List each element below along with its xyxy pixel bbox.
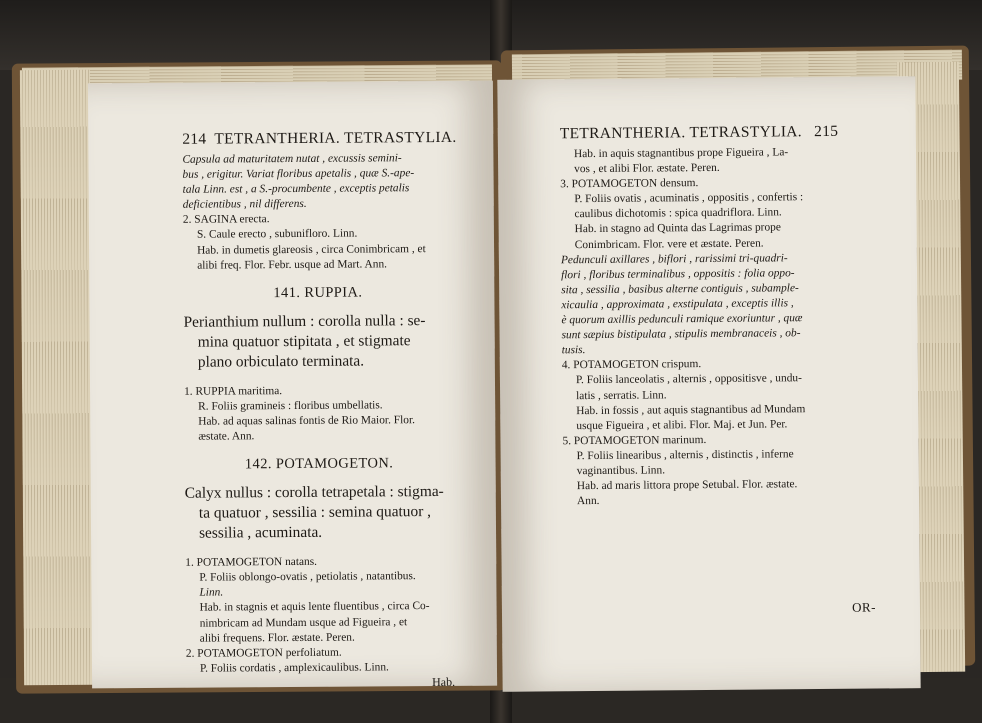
text-line: è quorum axillis pedunculi ramique exoriuntur , quæ	[561, 312, 803, 327]
genus-description-line: ta quatuor , sessilia : semina quatuor ,	[198, 503, 432, 522]
text-line: Linn.	[199, 586, 224, 599]
text-line: Hab. ad maris littora prope Setubal. Flor. æstate.	[576, 478, 798, 493]
text-line: usque Figueira , et alibi. Flor. Maj. et Jun. Per.	[576, 418, 788, 432]
text-line: 5. POTAMOGETON marinum.	[562, 433, 707, 448]
text-line: P. Foliis ovatis , acuminatis , oppositis , confertis :	[574, 191, 804, 206]
text-line: Conimbricam. Flor. vere et æstate. Peren.	[574, 237, 764, 251]
right-text	[560, 144, 883, 509]
text-line: tusis.	[561, 344, 586, 357]
right-page	[497, 76, 920, 692]
right-catchword: OR-	[851, 599, 877, 615]
text-line: vos , et alibi Flor. æstate. Peren.	[574, 161, 720, 176]
text-line: nimbricam ad Mundam usque ad Figueira , et	[199, 615, 408, 630]
text-line: P. Foliis lanceolatis , alternis , oppositisve , undu-	[575, 372, 802, 387]
genus-description-potamogeton	[185, 482, 454, 544]
left-running-title: TETRANTHERIA. TETRASTYLIA.	[214, 128, 457, 148]
text-line: P. Foliis oblongo-ovatis , petiolatis , natantibus.	[199, 570, 416, 584]
left-text-bottom	[185, 554, 455, 677]
text-line: deficientibus , nil differens.	[182, 198, 307, 212]
text-line: Hab. in aquis stagnantibus prope Figueira , La-	[573, 146, 789, 161]
text-line: tala Linn. est , a S.-procumbente , exceptis petalis	[182, 182, 410, 196]
text-line: 2. POTAMOGETON perfoliatum.	[185, 646, 342, 660]
genus-description-line: mina quatuor stipitata , et stigmate	[197, 331, 411, 351]
text-line: Hab. in fossis , aut aquis stagnantibus ad Mundam	[576, 402, 806, 417]
left-running-head	[182, 128, 457, 149]
genus-heading-potamogeton: 142. POTAMOGETON.	[244, 455, 394, 473]
right-running-head	[560, 123, 880, 144]
left-text-top	[182, 151, 452, 274]
text-line: alibi frequens. Flor. æstate. Peren.	[199, 631, 355, 645]
text-line: xicaulia , approximata , exstipulata , exceptis illis ,	[561, 297, 794, 312]
genus-description-line: Calyx nullus : corolla tetrapetala : stigma-	[184, 483, 444, 502]
genus-description-line: Perianthium nullum : corolla nulla : se-	[183, 311, 426, 331]
text-line: S. Caule erecto , subunifloro. Linn.	[196, 228, 358, 242]
text-line: alibi freq. Flor. Febr. usque ad Mart. Ann.	[197, 257, 388, 272]
text-line: flori , floribus terminalibus , oppositis : folia oppo-	[560, 266, 795, 282]
text-line: bus , erigitur. Variat floribus apetalis , quæ S.-ape-	[182, 167, 415, 181]
text-line: 1. RUPPIA maritima.	[184, 384, 283, 398]
genus-description-ruppia	[183, 311, 452, 373]
text-line: Hab. in stagno ad Quinta das Lagrimas prope	[574, 221, 781, 236]
text-line: Capsula ad maturitatem nutat , excussis semini-	[182, 152, 402, 166]
text-line: caulibus dichotomis : spica quadriflora. Linn.	[574, 206, 782, 221]
left-page-number: 214	[182, 130, 207, 148]
genus-description-line: sessilia , acuminata.	[198, 523, 323, 542]
text-line: P. Foliis linearibus , alternis , distinctis , inferne	[576, 448, 794, 463]
left-text-middle	[184, 383, 453, 445]
text-line: 2. SAGINA erecta.	[182, 213, 270, 227]
text-line: sunt sæpius bistipulata , stipulis membranaceis , ob-	[561, 327, 801, 342]
text-line: Hab. ad aquas salinas fontis de Rio Maior. Flor.	[198, 414, 416, 428]
left-page	[88, 81, 497, 689]
text-line: Hab. in stagnis et aquis lente fluentibus , circa Co-	[199, 600, 430, 615]
text-line: P. Foliis cordatis , amplexicaulibus. Linn.	[199, 661, 389, 675]
text-line: 3. POTAMOGETON densum.	[560, 177, 699, 191]
left-catchword: Hab.	[432, 674, 456, 689]
right-page-number: 215	[814, 122, 839, 141]
text-line: æstate. Ann.	[198, 430, 255, 443]
page-edges-left	[20, 70, 94, 685]
text-line: Ann.	[576, 495, 600, 508]
genus-description-line: plano orbiculato terminata.	[197, 352, 365, 371]
text-line: latis , serratis. Linn.	[576, 388, 667, 402]
text-line: 4. POTAMOGETON crispum.	[561, 358, 702, 372]
text-line: R. Foliis gramineis : floribus umbellatis.	[198, 399, 383, 413]
text-line: sita , sessilia , basibus alterne contiguis , subample-	[561, 282, 799, 297]
text-line: vaginantibus. Linn.	[576, 464, 666, 478]
text-line: Pedunculi axillares , biflori , rarissimi tri-quadri-	[560, 251, 788, 266]
text-line: 1. POTAMOGETON natans.	[185, 555, 318, 569]
right-running-title: TETRANTHERIA. TETRASTYLIA.	[559, 123, 803, 143]
genus-heading-ruppia: 141. RUPPIA.	[273, 284, 363, 301]
text-line: Hab. in dumetis glareosis , circa Conimbricam , et	[197, 242, 426, 257]
